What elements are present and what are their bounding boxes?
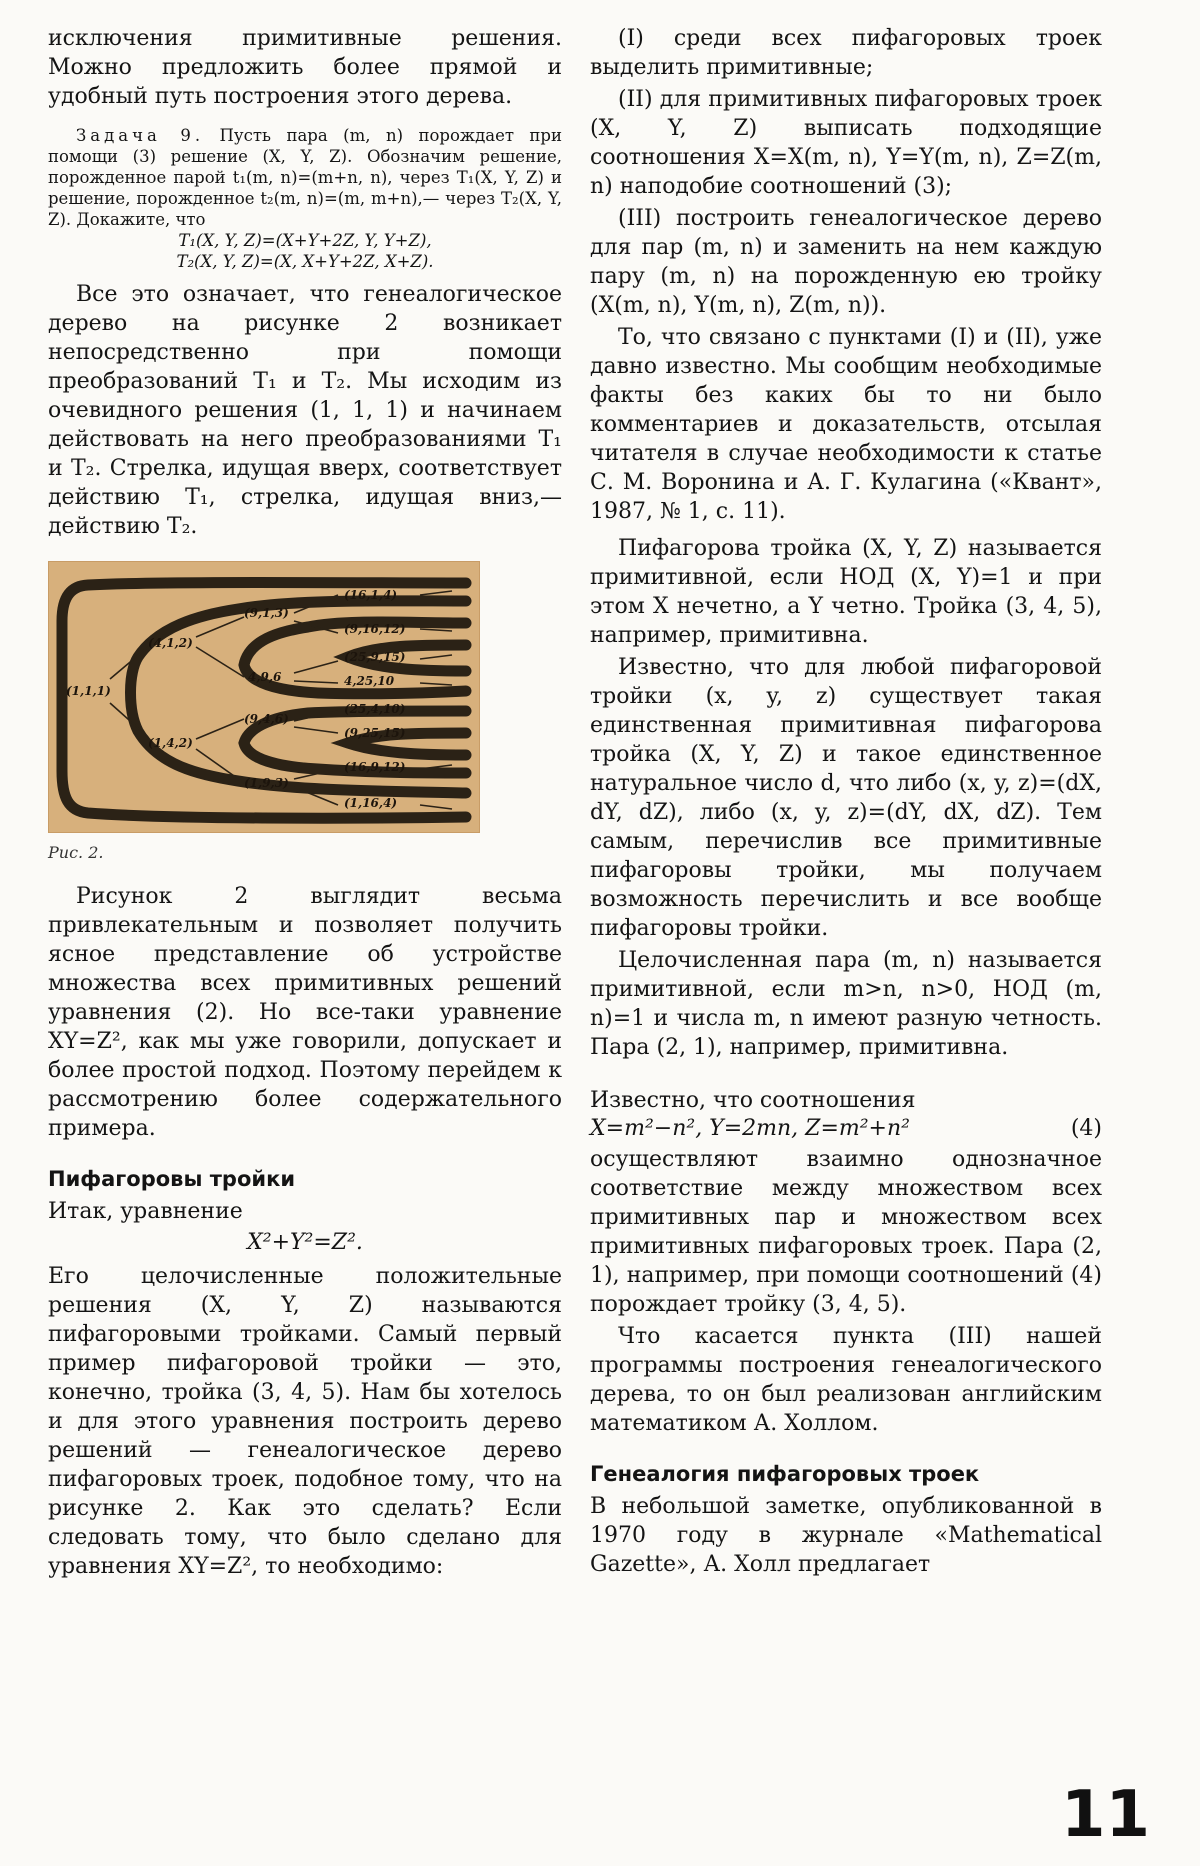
task-equation-1: T₁(X, Y, Z)=(X+Y+2Z, Y, Y+Z), — [178, 231, 432, 250]
task-9 — [48, 125, 562, 272]
paragraph-relations-intro: Известно, что соотношения — [590, 1088, 916, 1113]
right-column — [590, 24, 1102, 1579]
list-item-3: (III) построить генеалогическое дерево для пар (m, n) и заменить на нем каждую пару (m, n) на порожденную ею тройку (X(m, n), Y(m, n), Z(m, n)). — [590, 206, 1102, 318]
figure-caption: Рис. 2. — [48, 843, 104, 862]
leaf-16-1-4: (16,1,4) — [344, 588, 398, 602]
task-label: Задача 9. — [76, 126, 205, 145]
paragraph-last: В небольшой заметке, опубликованной в 1970 году в журнале «Mathematical Gazette», А. Холл предлагает — [590, 1494, 1102, 1577]
paragraph-solutions: Его целочисленные положительные решения (X, Y, Z) называются пифагоровыми тройками. Самый первый пример пифагоровой тройки — это, конечно, тройка (3, 4, 5). Нам бы хотелось и для этого уравнения построить дерево решений — генеалогическое дерево пифагоровых троек, подобное тому, что на рисунке 2. Как это сделать? Если следовать тому, что было сделано для уравнения XY=Z², то необходимо: — [48, 1264, 562, 1579]
paragraph-itak: Итак, уравнение — [48, 1199, 243, 1224]
node-root: (1,1,1) — [66, 684, 111, 698]
equation-4-formula: X=m²−n², Y=2mn, Z=m²+n² — [590, 1116, 910, 1141]
paragraph-known: То, что связано с пунктами (I) и (II), уже давно известно. Мы сообщим необходимые факты без каких бы то ни было комментариев и доказательств, отсылая читателя в случае необходимости к статье С. М. Воронина и А. Г. Кулагина («Квант», 1987, № 1, с. 11). — [590, 325, 1102, 524]
page-number: 11 — [1060, 1778, 1150, 1852]
figure-2 — [48, 561, 562, 862]
paragraph-unique: Известно, что для любой пифагоровой тройки (x, y, z) существует такая единственная примитивная пифагорова тройка (X, Y, Z) и такое единственное натуральное число d, что либо (x, y, z)=(dX, dY, dZ), либо (x, y, z)=(dY, dX, dZ). Тем самым, перечислив все примитивные пифагоровы тройки, мы получаем возможность перечислить и все вообще пифагоровы тройки. — [590, 655, 1102, 941]
leaf-9-25-15: (9,25,15) — [344, 726, 406, 740]
equation-4 — [590, 1115, 1102, 1143]
paragraph-intro: исключения примитивные решения. Можно предложить более прямой и удобный путь построения этого дерева. — [48, 26, 562, 109]
node-1-9-3: (1,9,3) — [244, 776, 289, 790]
paragraph-figure: Рисунок 2 выглядит весьма привлекательным и позволяет получить ясное представление об устройстве множества всех примитивных решений уравнения (2). Но все-таки уравнение XY=Z², как мы уже говорили, допускает и более простой подход. Поэтому перейдем к рассмотрению более содержательного примера. — [48, 884, 562, 1141]
leaf-1-16-4: (1,16,4) — [344, 796, 398, 810]
node-4-1-2: (4,1,2) — [148, 636, 193, 650]
leaf-16-9-12: (16,9,12) — [344, 760, 406, 774]
leaf-25-4-10: (25,4,10) — [344, 702, 406, 716]
task-text: Пусть пара (m, n) порождает при помощи (3) решение (X, Y, Z). Обозначим решение, порожденное парой t₁(m, n)=(m+n, n), через T₁(X, Y, Z) и решение, порожденное t₂(m, n)=(m, m+n),— через T₂(X, Y, Z). Докажите, что — [48, 126, 562, 229]
paragraph-primitive-triple: Пифагорова тройка (X, Y, Z) называется примитивной, если НОД (X, Y)=1 и при этом X нечетно, а Y четно. Тройка (3, 4, 5), например, примитивна. — [590, 536, 1102, 648]
node-9-1-3: (9,1,3) — [244, 606, 289, 620]
paragraph-bijection: осуществляют взаимно однозначное соответствие между множеством всех примитивных пар и множеством всех примитивных пифагоровых троек. Пара (2, 1), например, при помощи соотношений (4) порождает тройку (3, 4, 5). — [590, 1147, 1102, 1317]
leaf-25-9-15: (25,9,15) — [344, 650, 406, 664]
list-item-2: (II) для примитивных пифагоровых троек (X, Y, Z) выписать подходящие соотношения X=X(m, n), Y=Y(m, n), Z=Z(m, n) наподобие соотношений (3); — [590, 87, 1102, 199]
section-heading-pythagorean: Пифагоровы тройки — [48, 1167, 296, 1191]
paragraph-tree: Все это означает, что генеалогическое дерево на рисунке 2 возникает непосредственно при помощи преобразований T₁ и T₂. Мы исходим из очевидного решения (1, 1, 1) и начинаем действовать на него преобразованиями T₁ и T₂. Стрелка, идущая вверх, соответствует действию T₁, стрелка, идущая вниз,— действию T₂. — [48, 282, 562, 539]
node-9-4-6: (9,4,6) — [244, 712, 289, 726]
paragraph-hall: Что касается пункта (III) нашей программы построения генеалогического дерева, то он был реализован английским математиком А. Холлом. — [590, 1324, 1102, 1436]
leaf-9-16-12: (9,16,12) — [344, 622, 406, 636]
genealogy-tree-figure — [48, 561, 480, 833]
paragraph-primitive-pair: Целочисленная пара (m, n) называется примитивной, если m>n, n>0, НОД (m, n)=1 и числа m, n имеют разную четность. Пара (2, 1), например, примитивна. — [590, 948, 1102, 1060]
leaf-4-25-10: 4,25,10 — [344, 674, 395, 688]
section-heading-genealogy: Генеалогия пифагоровых троек — [590, 1462, 980, 1486]
list-item-1: (I) среди всех пифагоровых троек выделить примитивные; — [590, 26, 1102, 80]
node-4-9-6: 4,9,6 — [248, 670, 282, 684]
equation-4-number: (4) — [1070, 1116, 1102, 1141]
left-column — [48, 24, 562, 1581]
task-equation-2: T₂(X, Y, Z)=(X, X+Y+2Z, X+Z). — [176, 252, 434, 271]
equation-pythagorean: X²+Y²=Z². — [247, 1230, 363, 1255]
node-1-4-2: (1,4,2) — [148, 736, 193, 750]
